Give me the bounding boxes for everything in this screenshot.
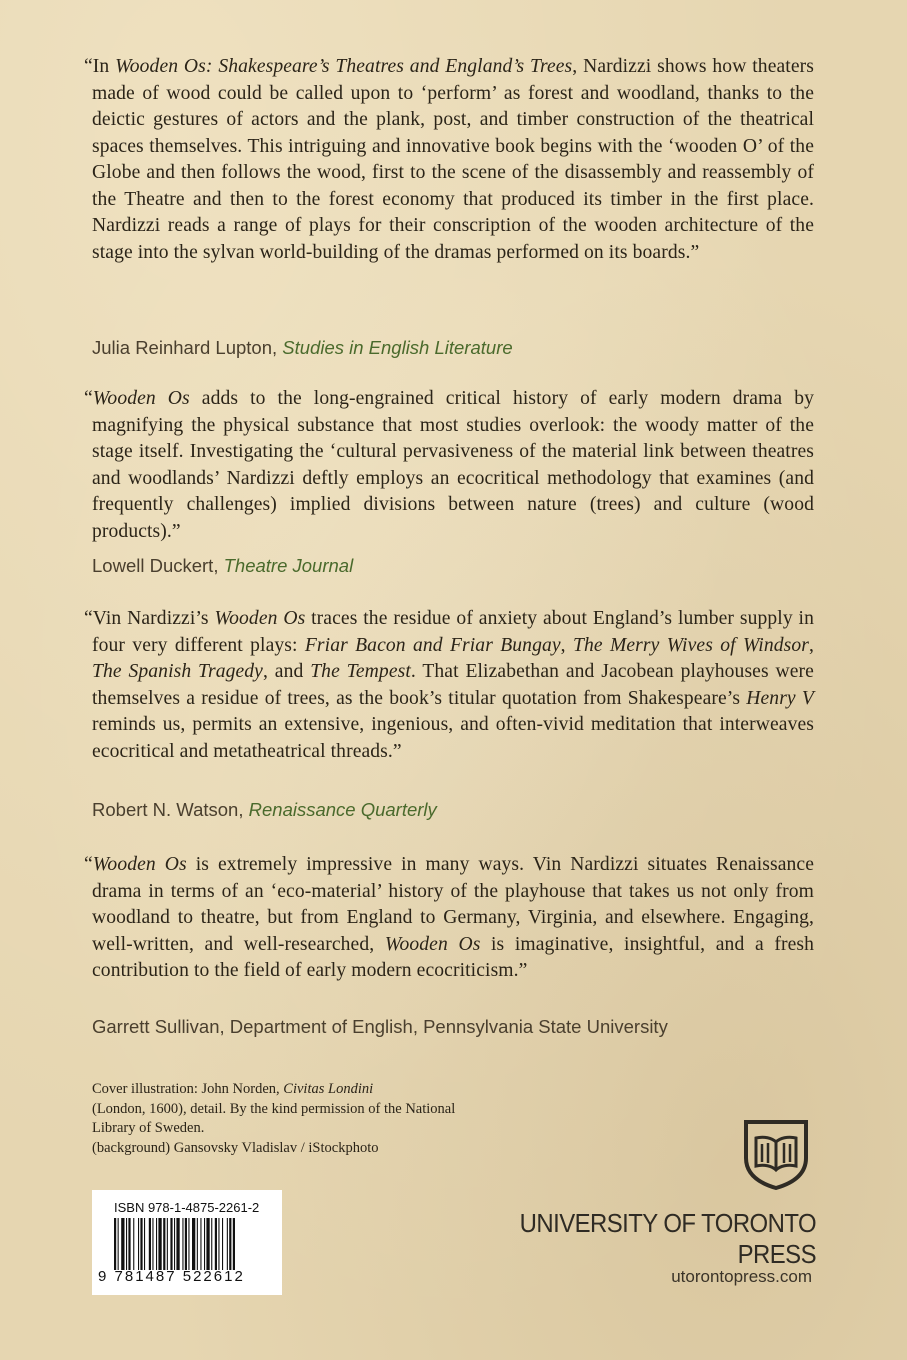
quote-4-segment: Wooden Os: [92, 854, 187, 875]
quote-2-segment: adds to the long-engrained critical history of early modern drama by magnifying the physical substance that most studies overlook: the woody matter of the stage itself. Investigating the ‘cultural pervasiveness of the material link between theatres and woodlands’ Nardizzi deftly employs an ecocritical methodology that examines (and frequently challenges) implied divisions between nature (trees) and culture (wood products).”: [92, 388, 814, 542]
quote-2: [84, 386, 814, 545]
barcode-bar: [197, 1218, 198, 1270]
attribution-3-source: Renaissance Quarterly: [248, 799, 437, 820]
isbn-label: ISBN 978-1-4875-2261-2: [114, 1200, 260, 1215]
quote-3-segment: Henry V: [746, 687, 814, 709]
quote-4-segment: Wooden Os: [384, 933, 481, 955]
barcode-bar: [204, 1218, 205, 1270]
barcode-bar: [149, 1218, 151, 1270]
quote-3-segment: ,: [560, 634, 573, 656]
barcode-bar: [206, 1218, 209, 1270]
barcode-bar: [211, 1218, 212, 1270]
cover-credits: [92, 1080, 492, 1158]
barcode-bar: [176, 1218, 179, 1270]
barcode-bar: [167, 1218, 168, 1270]
barcode-bar: [200, 1218, 201, 1270]
barcode-bar: [118, 1218, 119, 1270]
credits-line-2: (London, 1600), detail. By the kind permission of the National Library of Sweden.: [92, 1100, 456, 1136]
quote-3-segment: The Merry Wives of Windsor: [572, 634, 809, 656]
attribution-2: [92, 555, 353, 577]
attribution-1-name: Julia Reinhard Lupton,: [92, 337, 283, 358]
quote-3-segment: Wooden Os: [214, 608, 306, 629]
barcode-bar: [158, 1218, 161, 1270]
barcode-digits: 9 781487 522612: [98, 1268, 245, 1285]
attribution-4: [92, 1016, 668, 1038]
barcode-bar: [233, 1218, 235, 1270]
barcode-bar: [229, 1218, 231, 1270]
barcode-bar: [218, 1218, 219, 1270]
quote-3-segment: The Spanish Tragedy: [92, 661, 263, 682]
attribution-1-source: Studies in English Literature: [282, 337, 513, 358]
quote-3-segment: , and: [262, 661, 311, 682]
quote-4-segment: is extremely impressive in many ways. Vin Nardizzi situates Renaissance drama in terms of an ‘eco-material’ history of the playhouse that takes us not only from woodland to theatre, but from England to Germany, Virginia, and elsewhere. Engaging, well-written, and well-researched,: [92, 854, 814, 955]
quote-3-segment: ,: [808, 634, 814, 656]
quote-3-segment: Friar Bacon and Friar Bungay: [304, 634, 561, 656]
barcode-bar: [138, 1218, 139, 1270]
barcode-bar: [192, 1218, 195, 1270]
credits-line-1: Cover illustration: John Norden, Civitas Londini: [92, 1081, 374, 1097]
barcode-bar: [215, 1218, 217, 1270]
attribution-2-name: Lowell Duckert,: [92, 555, 224, 576]
barcode-bars: [114, 1218, 266, 1270]
quote-2-segment: Wooden Os: [92, 388, 190, 409]
attribution-1: [92, 337, 513, 359]
barcode-bar: [222, 1218, 223, 1270]
barcode-bar: [170, 1218, 172, 1270]
attribution-3: [92, 799, 437, 821]
quote-4-segment: “: [84, 854, 93, 875]
attribution-3-name: Robert N. Watson,: [92, 799, 249, 820]
quote-4: [84, 852, 814, 985]
barcode-bar: [144, 1218, 145, 1270]
quote-1: [84, 54, 814, 266]
barcode-bar: [133, 1218, 134, 1270]
barcode-bar: [227, 1218, 228, 1270]
quote-1-segment: “In: [84, 56, 116, 77]
barcode-bar: [163, 1218, 165, 1270]
barcode-bar: [156, 1218, 157, 1270]
quote-3: [84, 606, 815, 765]
barcode-bar: [188, 1218, 189, 1270]
quote-1-segment: Wooden Os: Shakespeare’s Theatres and England’s Trees: [115, 56, 573, 77]
barcode-bar: [126, 1218, 127, 1270]
publisher-name: UNIVERSITY OF TORONTO PRESS: [519, 1208, 816, 1269]
quote-3-segment: traces the residue of anxiety about England’s lumber supply in four very different plays:: [92, 608, 815, 656]
barcode-bar: [174, 1218, 175, 1270]
barcode-bar: [128, 1218, 130, 1270]
barcode-bar: [185, 1218, 187, 1270]
barcode-bar: [114, 1218, 116, 1270]
quote-3-segment: . That Elizabethan and Jacobean playhouses were themselves a residue of trees, as the book’s titular quotation from Shakespeare’s: [92, 661, 814, 709]
credits-line-3: (background) Gansovsky Vladislav / iStockphoto: [92, 1139, 379, 1156]
quote-3-segment: “Vin Nardizzi’s: [84, 608, 215, 629]
book-shield-icon: [742, 1118, 810, 1190]
isbn-barcode: [92, 1190, 282, 1295]
quote-3-segment: The Tempest: [310, 661, 411, 682]
barcode-bar: [182, 1218, 183, 1270]
attribution-2-source: Theatre Journal: [223, 555, 354, 576]
barcode-bar: [140, 1218, 142, 1270]
barcode-bar: [121, 1218, 124, 1270]
quote-1-segment: , Nardizzi shows how theaters made of wood could be called upon to ‘perform’ as forest and woodland, thanks to the deictic gestures of actors and the plank, post, and timber construction of the theatrical spaces themselves. This intriguing and innovative book begins with the ‘wooden O’ of the Globe and then follows the wood, first to the scene of the disassembly and reassembly of the Theatre and then to the forest economy that produced its timber in the first place. Nardizzi reads a range of plays for their conscription of the wooden architecture of the stage into the sylvan world-building of the dramas performed on its boards.”: [92, 56, 814, 263]
publisher-url[interactable]: utorontopress.com: [671, 1267, 812, 1286]
quote-4-segment: is imaginative, insightful, and a fresh contribution to the field of early modern ecocriticism.”: [92, 933, 814, 981]
attribution-4-name: Garrett Sullivan, Department of English, Pennsylvania State University: [92, 1016, 668, 1037]
barcode-bar: [152, 1218, 153, 1270]
quote-3-segment: reminds us, permits an extensive, ingenious, and often-vivid meditation that interweaves ecocritical and metatheatrical threads.”: [92, 714, 814, 762]
quote-2-segment: “: [84, 388, 93, 409]
